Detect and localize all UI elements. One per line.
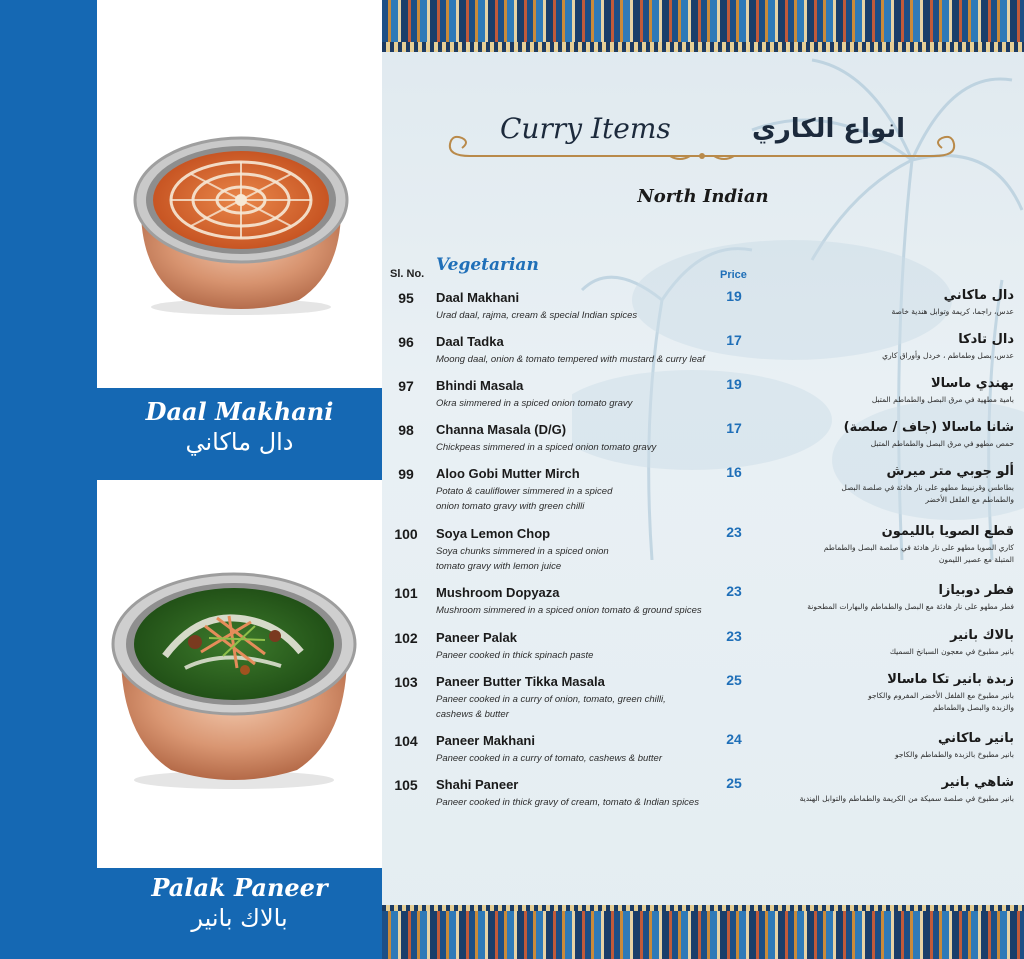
caption-arabic: بالاك بانير (191, 904, 288, 932)
caption-english: Palak Paneer (151, 873, 328, 902)
item-number: 104 (394, 733, 418, 749)
item-price: 24 (726, 731, 742, 747)
palak-paneer-bowl-image (105, 556, 363, 792)
item-description: Paneer cooked in a curry of tomato, cashews & butter (436, 753, 663, 764)
item-description: Soya chunks simmered in a spiced onion tomato gravy with lemon juice (436, 546, 609, 572)
item-description: Paneer cooked in thick spinach paste (436, 650, 594, 661)
item-name-arabic: دال ماكاني (943, 288, 1014, 303)
item-price: 19 (726, 376, 742, 392)
item-name-arabic: دال تادكا (958, 332, 1014, 347)
item-description-arabic: بانير مطبوخ في صلصة سميكة من الكريمة والطماطم والتوابل الهندية (799, 794, 1014, 803)
item-number: 101 (394, 585, 418, 601)
item-description-arabic: بانير مطبوخ في معجون السبانخ السميك (889, 647, 1014, 656)
item-number: 102 (394, 630, 418, 646)
item-name: Channa Masala (D/G) (436, 422, 567, 437)
item-description-arabic: عدس، راجما، كريمة وتوابل هندية خاصة (891, 307, 1014, 316)
item-name-arabic: ألو جوبي متر ميرش (886, 464, 1014, 479)
item-name: Paneer Makhani (436, 733, 535, 748)
item-name-arabic: بانير ماكاني (938, 731, 1014, 746)
menu-subtitle: North Indian (637, 186, 769, 207)
item-description-arabic: بطاطس وقرنبيط مطهو على نار هادئة في صلصة البصل والطماطم مع الفلفل الأخضر (841, 483, 1014, 504)
decorative-border-bottom (382, 911, 1024, 959)
palak-paneer-photo (97, 480, 382, 868)
item-price: 23 (726, 628, 742, 644)
item-number: 99 (398, 466, 414, 482)
item-name: Daal Makhani (436, 290, 520, 305)
item-name: Mushroom Dopyaza (436, 585, 560, 600)
menu-title-english: Curry Items (500, 112, 671, 145)
item-name-arabic: بالاك بانير (950, 628, 1014, 643)
left-photo-column (0, 0, 382, 959)
item-description: Mushroom simmered in a spiced onion tomato & ground spices (436, 605, 702, 616)
item-price: 16 (726, 464, 742, 480)
item-description-arabic: بانير مطبوخ مع الفلفل الأخضر المفروم والكاجو والزبدة والبصل والطماطم (868, 691, 1014, 712)
item-description: Moong daal, onion & tomato tempered with mustard & curry leaf (436, 354, 705, 365)
item-description: Paneer cooked in thick gravy of cream, tomato & Indian spices (436, 797, 699, 808)
decorative-border-top-edge (382, 42, 1024, 52)
menu-panel (382, 0, 1024, 959)
caption-english: Daal Makhani (145, 397, 334, 426)
item-number: 98 (398, 422, 414, 438)
item-name: Bhindi Masala (436, 378, 524, 393)
menu-title-arabic: انواع الكاري (752, 114, 906, 144)
title-flourish-ornament (440, 132, 964, 164)
item-price: 25 (726, 775, 742, 791)
item-description-arabic: كاري الصويا مطهو على نار هادئة في صلصة البصل والطماطم المتبلة مع عصير الليمون (823, 543, 1014, 564)
item-number: 96 (398, 334, 414, 350)
item-description-arabic: بامية مطهية في مرق البصل والطماطم المتبل (871, 395, 1014, 404)
column-header-price: Price (720, 269, 747, 281)
item-description-arabic: حمص مطهو في مرق البصل والطماطم المتبل (870, 439, 1014, 448)
item-description: Paneer cooked in a curry of onion, tomato, green chilli, cashews & butter (436, 694, 666, 720)
item-price: 25 (726, 672, 742, 688)
item-number: 97 (398, 378, 414, 394)
item-number: 100 (394, 526, 418, 542)
item-number: 105 (394, 777, 418, 793)
item-name-arabic: شاهي بانير (941, 775, 1014, 790)
item-name: Paneer Palak (436, 630, 517, 645)
item-name: Soya Lemon Chop (436, 526, 551, 541)
item-price: 19 (726, 288, 742, 304)
item-number: 103 (394, 674, 418, 690)
item-description: Chickpeas simmered in a spiced onion tomato gravy (436, 442, 657, 453)
daal-makhani-photo (97, 0, 382, 388)
item-name-arabic: قطع الصويا بالليمون (881, 524, 1014, 539)
item-description-arabic: بانير مطبوخ بالزبدة والطماطم والكاجو (895, 750, 1014, 759)
column-header-serial: Sl. No. (390, 268, 425, 280)
item-name: Aloo Gobi Mutter Mirch (436, 466, 580, 481)
item-price: 23 (726, 583, 742, 599)
item-description: Okra simmered in a spiced onion tomato gravy (436, 398, 633, 409)
item-price: 17 (726, 332, 742, 348)
item-name-arabic: زبدة بانير تكا ماسالا (887, 672, 1014, 687)
daal-makhani-bowl-image (123, 122, 359, 318)
item-number: 95 (398, 290, 414, 306)
item-name: Paneer Butter Tikka Masala (436, 674, 605, 689)
item-name: Shahi Paneer (436, 777, 519, 792)
item-price: 23 (726, 524, 742, 540)
caption-arabic: دال ماكاني (185, 428, 294, 456)
item-description: Urad daal, rajma, cream & special Indian spices (436, 310, 638, 321)
item-description-arabic: عدس، بصل وطماطم ، خردل وأوراق كاري (882, 351, 1014, 360)
item-description: Potato & cauliflower simmered in a spiced onion tomato gravy with green chilli (436, 486, 613, 512)
item-name-arabic: فطر دوبيازا (938, 583, 1014, 598)
section-heading: Vegetarian (436, 255, 539, 275)
item-name: Daal Tadka (436, 334, 504, 349)
item-name-arabic: شانا ماسالا (جاف / صلصة) (843, 420, 1014, 435)
decorative-border-top (382, 0, 1024, 48)
item-description-arabic: فطر مطهو على نار هادئة مع البصل والطماطم والبهارات المطحونة (807, 602, 1014, 611)
item-name-arabic: بهندي ماسالا (931, 376, 1014, 391)
item-price: 17 (726, 420, 742, 436)
